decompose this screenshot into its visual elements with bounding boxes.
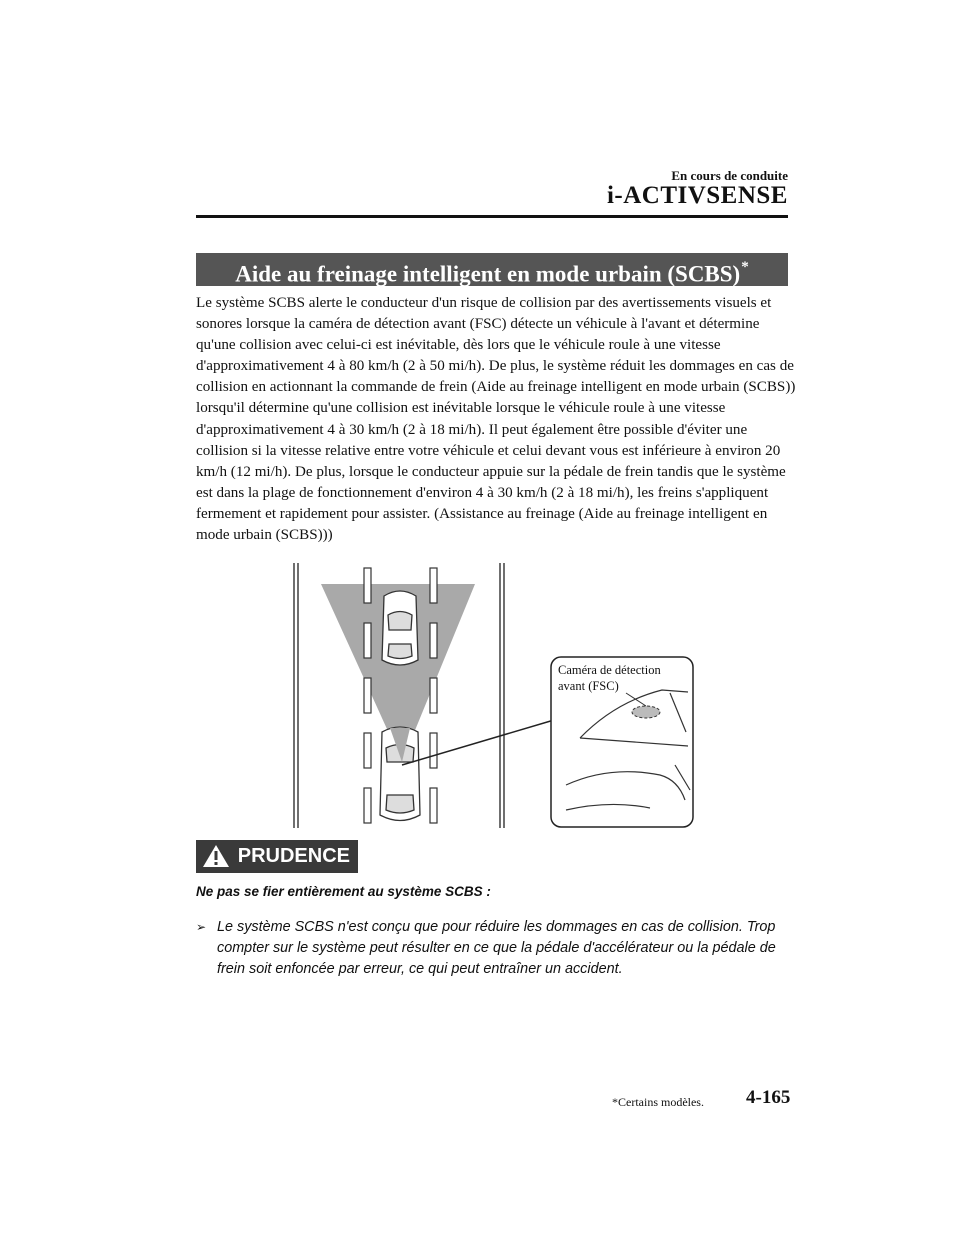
- leader-line: [402, 720, 554, 765]
- caution-label: PRUDENCE: [237, 845, 350, 867]
- section-title-box: [196, 253, 788, 286]
- caution-banner: [196, 840, 358, 873]
- scbs-illustration: [280, 560, 720, 835]
- road-edge-right: [500, 563, 504, 828]
- page-number: 4-165: [746, 1087, 791, 1108]
- header-chapter: i-ACTIVSENSE: [606, 182, 788, 209]
- warning-triangle-icon: [202, 844, 230, 868]
- car-ahead: [382, 591, 418, 665]
- camera-label-line1: Caméra de détection: [558, 663, 661, 677]
- caution-heading: Ne pas se fier entièrement au système SCBS :: [196, 884, 491, 899]
- title-marker: *: [741, 259, 749, 275]
- footnote: *Certains modèles.: [612, 1095, 704, 1109]
- arrow-bullet-icon: ➢: [196, 920, 207, 934]
- caution-item-text: Le système SCBS n'est conçu que pour réduire les dommages en cas de collision. Trop compter sur le système peut résulter en ce que la pédale d'accélérateur ou la pédale de frein soit enfoncée par erreur, ce qui peut entraîner un accident.: [217, 919, 776, 977]
- camera-label-line2: avant (FSC): [558, 679, 619, 693]
- header-rule: [196, 215, 788, 218]
- header-section: En cours de conduite: [671, 168, 788, 183]
- road-edge-left: [294, 563, 298, 828]
- camera-marker: [632, 706, 660, 718]
- body-paragraph: Le système SCBS alerte le conducteur d'un risque de collision par des avertissements visuels et sonores lorsque la caméra de détection avant (FSC) détecte un véhicule à l'avant et détermine qu'une collision avec celui-ci est inévitable, dès lors que le véhicule roule à une vitesse d'approximativement 4 à 80 km/h (2 à 50 mi/h). De plus, le système réduit les dommages en cas de collision en actionnant la commande de frein (Aide au freinage intelligent en mode urbain (SCBS)) lorsqu'il détermine qu'une collision est inévitable lorsque le véhicule roule à une vitesse d'approximativement 4 à 30 km/h (2 à 18 mi/h). Il peut également être possible d'éviter une collision si la vitesse relative entre votre véhicule et celui devant vous est inférieure à environ 20 km/h (12 mi/h). De plus, lorsque le conducteur appuie sur la pédale de frein tandis que le système est dans la plage de fonctionnement d'environ 4 à 30 km/h (2 à 18 mi/h), les freins s'appliquent fermement et rapidement pour assister. (Assistance au freinage (Aide au freinage intelligent en mode urbain (SCBS))): [196, 295, 796, 544]
- section-title: Aide au freinage intelligent en mode urbain (SCBS): [235, 261, 741, 287]
- caution-item: [196, 917, 796, 980]
